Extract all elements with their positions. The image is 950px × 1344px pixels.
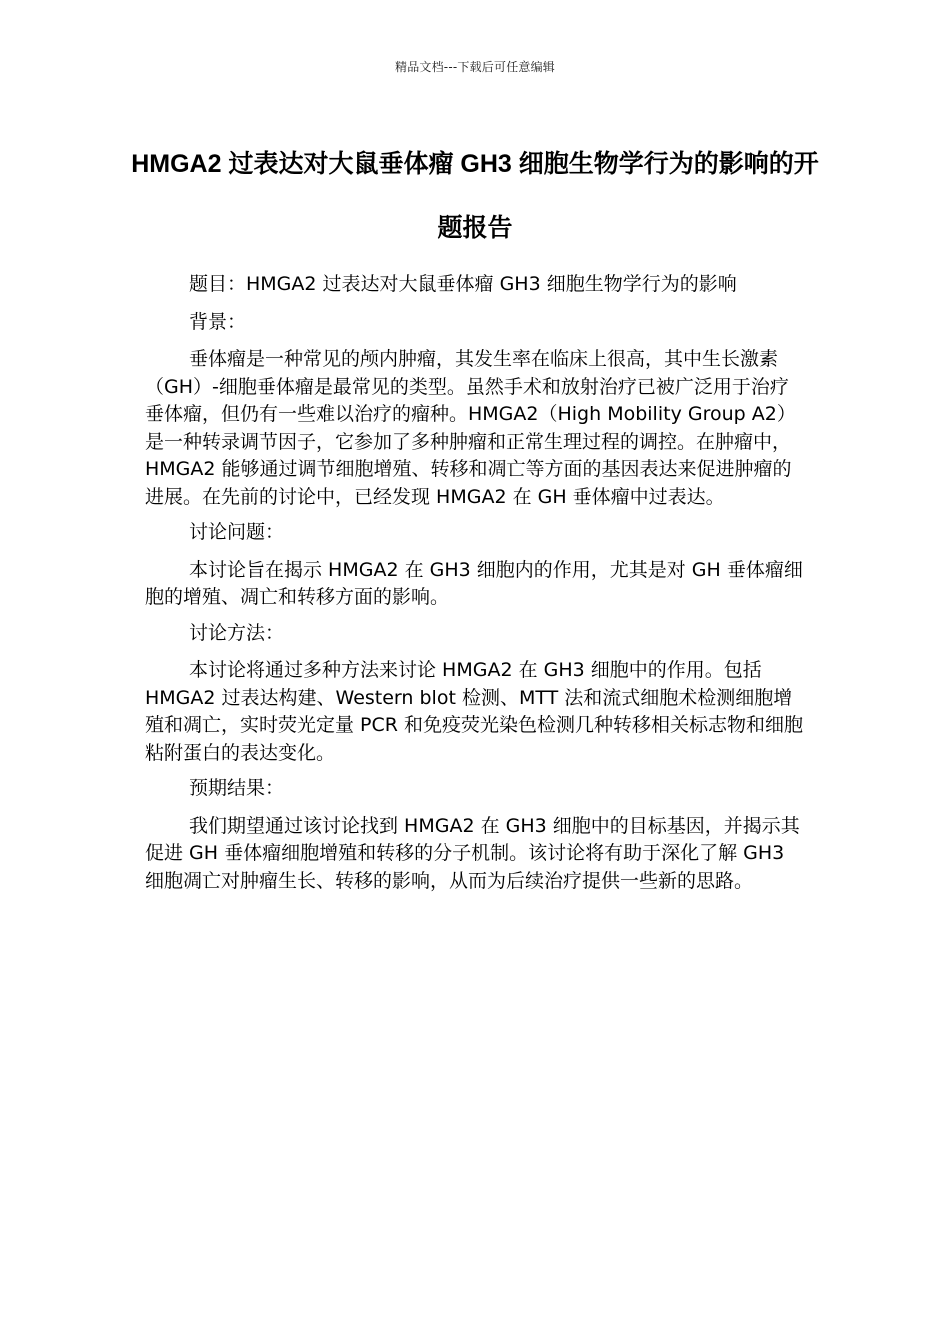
document-title: HMGA2 过表达对大鼠垂体瘤 GH3 细胞生物学行为的影响的开题报告 bbox=[131, 150, 819, 242]
header-note: 精品文档---下载后可任意编辑 bbox=[395, 60, 555, 74]
background-paragraph: 垂体瘤是一种常见的颅内肿瘤，其发生率在临床上很高，其中生长激素（GH）-细胞垂体瘤是最常见的类型。虽然手术和放射治疗已被广泛用于治疗垂体瘤，但仍有一些难以治疗的瘤种。HMGA2（High Mobility Group A2）是一种转录调节因子，它参加了多种肿瘤和正常生理过程的调控。在肿瘤中，HMGA2 能够通过调节细胞增殖、转移和凋亡等方面的基因表达来促进肿瘤的进展。在先前的讨论中，已经发现 HMGA2 在 GH 垂体瘤中过表达。 bbox=[145, 348, 796, 508]
document-body bbox=[145, 271, 807, 903]
method-paragraph: 本讨论将通过多种方法来讨论 HMGA2 在 GH3 细胞中的作用。包括 HMGA2 过表达构建、Western blot 检测、MTT 法和流式细胞术检测细胞增殖和凋亡，实时荧光定量 PCR 和免疫荧光染色检测几种转移相关标志物和细胞粘附蛋白的表达变化。 bbox=[145, 659, 804, 764]
method-label: 讨论方法： bbox=[189, 621, 285, 644]
result-paragraph: 我们期望通过该讨论找到 HMGA2 在 GH3 细胞中的目标基因，并揭示其促进 GH 垂体瘤细胞增殖和转移的分子机制。该讨论将有助于深化了解 GH3 细胞凋亡对肿瘤生长、转移的影响，从而为后续治疗提供一些新的思路。 bbox=[145, 814, 800, 892]
question-paragraph: 本讨论旨在揭示 HMGA2 在 GH3 细胞内的作用，尤其是对 GH 垂体瘤细胞的增殖、凋亡和转移方面的影响。 bbox=[145, 558, 803, 608]
background-label: 背景： bbox=[189, 310, 247, 333]
result-label: 预期结果： bbox=[189, 777, 285, 799]
topic-line: 题目：HMGA2 过表达对大鼠垂体瘤 GH3 细胞生物学行为的影响 bbox=[189, 273, 737, 295]
question-label: 讨论问题： bbox=[189, 521, 285, 543]
